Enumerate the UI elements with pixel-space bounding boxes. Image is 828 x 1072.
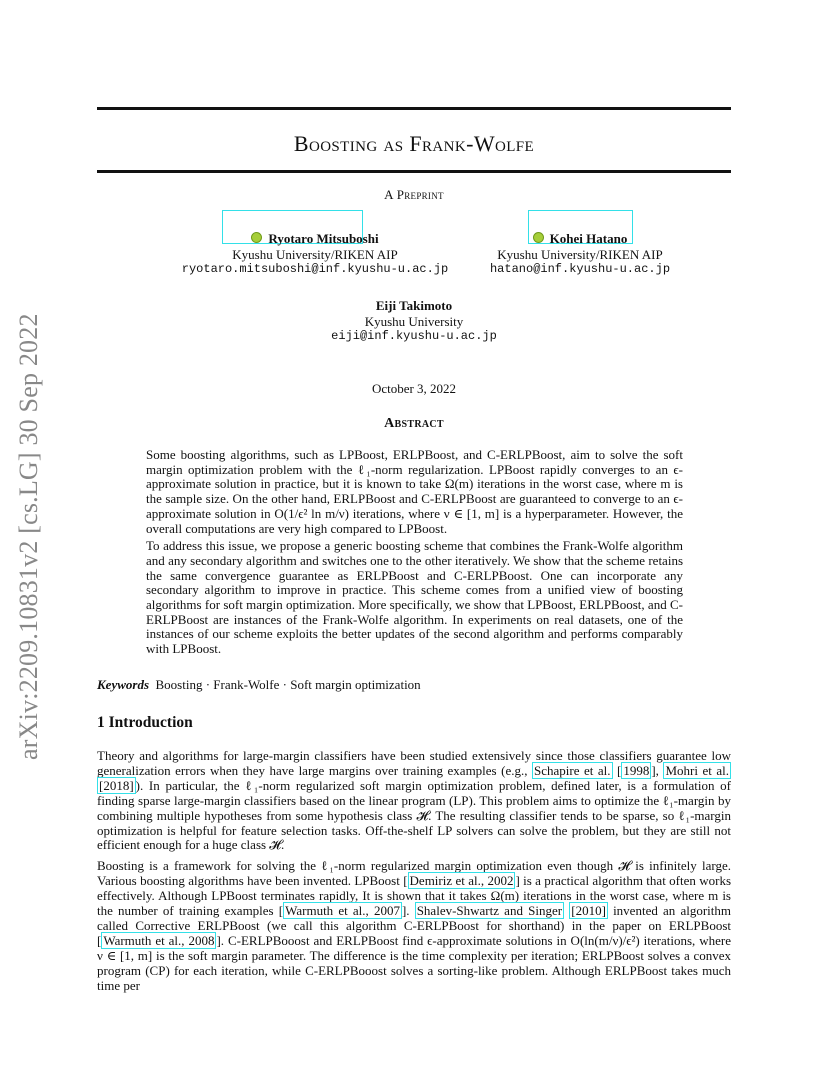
citation-link[interactable]: Warmuth et al., 2008 xyxy=(103,932,215,948)
orcid-icon[interactable] xyxy=(251,232,262,243)
author-affiliation: Kyushu University xyxy=(364,313,464,329)
citation-link[interactable]: 1998 xyxy=(623,762,650,778)
author-name: Kohei Hatano xyxy=(549,231,628,246)
citation-link[interactable]: [2018] xyxy=(99,777,134,793)
preprint-label: A Preprint xyxy=(384,187,444,202)
orcid-icon[interactable] xyxy=(533,232,544,243)
paper-date: October 3, 2022 xyxy=(371,381,457,396)
keywords-line xyxy=(97,677,421,693)
arxiv-sidebar-stamp: arXiv:2209.10831v2 [cs.LG] 30 Sep 2022 xyxy=(14,313,43,760)
title-bottom-rule xyxy=(97,170,731,173)
citation-link[interactable]: Warmuth et al., 2007 xyxy=(285,903,400,919)
abstract-body xyxy=(146,448,683,660)
paper-title: Boosting as Frank-Wolfe xyxy=(293,131,535,156)
author-name: Eiji Takimoto xyxy=(375,298,453,313)
citation-link[interactable]: [2010] xyxy=(571,903,606,919)
author-block-1 xyxy=(150,231,480,278)
abstract-paragraph: Some boosting algorithms, such as LPBoost, ERLPBoost, and C-ERLPBoost, aim to solve the soft margin optimization problem with the ℓ₁-norm regularization. LPBoost rapidly converges to an ϵ-approximate solution in practice, but it is known to take Ω(m) iterations in the worst case, where m is the sample size. On the other hand, ERLPBoost and C-ERLPBoost are guaranteed to converge to an ϵ-approximate solution in O(1/ϵ² ln m/ν) iterations, where ν ∈ [1, m] is a hyperparameter. However, the overall computations are very high compared to LPBoost. xyxy=(146,447,683,536)
author-block-3 xyxy=(314,298,514,345)
title-top-rule xyxy=(97,107,731,110)
abstract-paragraph: To address this issue, we propose a generic boosting scheme that combines the Frank-Wolfe algorithm and any secondary algorithm and switches one to the other iteratively. We show that the scheme retains the same convergence guarantee as ERLPBoost and C-ERLPBoost. One can incorporate any secondary algorithm to improve in practice. This scheme comes from a unified view of boosting algorithms for soft margin optimization. More specifically, we show that LPBoost, ERLPBoost, and C-ERLPBoost are instances of the Frank-Wolfe algorithm. In experiments on real datasets, one of the instances of our scheme exploits the better updates of the second algorithm and performs comparably with LPBoost. xyxy=(146,538,683,657)
keywords-label: Keywords xyxy=(97,677,149,692)
author-affiliation: Kyushu University/RIKEN AIP xyxy=(497,246,663,262)
body-paragraph: Boosting is a framework for solving the ℓ₁-norm regularized margin optimization even though 𝓗 is infinitely large. Various boosting algorithms have been invented. LPBoost [ Demiriz et al., 2002 ] is a practical algorithm that often works effectively. Although LPBoost terminates rapidly, It is shown that it takes Ω(m) iterations in the worst case, where m is the number of training examples [ Warmuth et al., 2007 ]. Shalev-Shwartz and Singer [2010] invented an algorithm called Corrective ERLPBoost (we call this algorithm C-ERLPBoost for shorthand) in the paper on ERLPBoost [ Warmuth et al., 2008 ]. C-ERLPBooost and ERLPBoost find ϵ-approximate solutions in O(ln(m/ν)/ϵ²) iterations, where ν ∈ [1, m] is the soft margin parameter. The difference is the time complexity per iteration; ERLPBoost solves a convex program (CP) for each iteration, while C-ERLPBooost solves a sorting-like problem. Although ERLPBoost takes much time per xyxy=(97,858,732,993)
author-email[interactable]: hatano@inf.kyushu-u.ac.jp xyxy=(489,262,671,276)
author-block-2 xyxy=(470,231,690,278)
author-email[interactable]: ryotaro.mitsuboshi@inf.kyushu-u.ac.jp xyxy=(181,262,449,276)
keywords-text: Boosting · Frank-Wolfe · Soft margin optimization xyxy=(155,677,421,692)
section-heading: 1 Introduction xyxy=(97,714,193,731)
abstract-heading: Abstract xyxy=(384,416,444,431)
author-email[interactable]: eiji@inf.kyushu-u.ac.jp xyxy=(331,329,497,343)
citation-link[interactable]: Demiriz et al., 2002 xyxy=(409,873,514,889)
citation-link[interactable]: Mohri et al. xyxy=(665,762,729,778)
author-name: Ryotaro Mitsuboshi xyxy=(268,231,379,246)
citation-link[interactable]: Shalev-Shwartz and Singer xyxy=(416,903,563,919)
citation-link[interactable]: Schapire et al. xyxy=(533,762,611,778)
author-affiliation: Kyushu University/RIKEN AIP xyxy=(232,246,398,262)
section-body xyxy=(97,749,731,1000)
body-paragraph: Theory and algorithms for large-margin classifiers have been studied extensively since those classifiers guarantee low generalization errors when they have large margins over training examples (e.g., Schapire et al. [ 1998 ], Mohri et al.[2018] ). In particular, the ℓ₁-norm regularized soft margin optimization problem, defined later, is a formulation of finding sparse large-margin classifiers based on the linear program (LP). This problem aims to optimize the ℓ₁-margin by combining multiple hypotheses from some hypothesis class 𝓗. The resulting classifier tends to be sparse, so ℓ₁-margin optimization is helpful for feature selection tasks. Off-the-shelf LP solvers can solve the problem, but they are still not efficient enough for a huge class 𝓗. xyxy=(97,748,731,853)
